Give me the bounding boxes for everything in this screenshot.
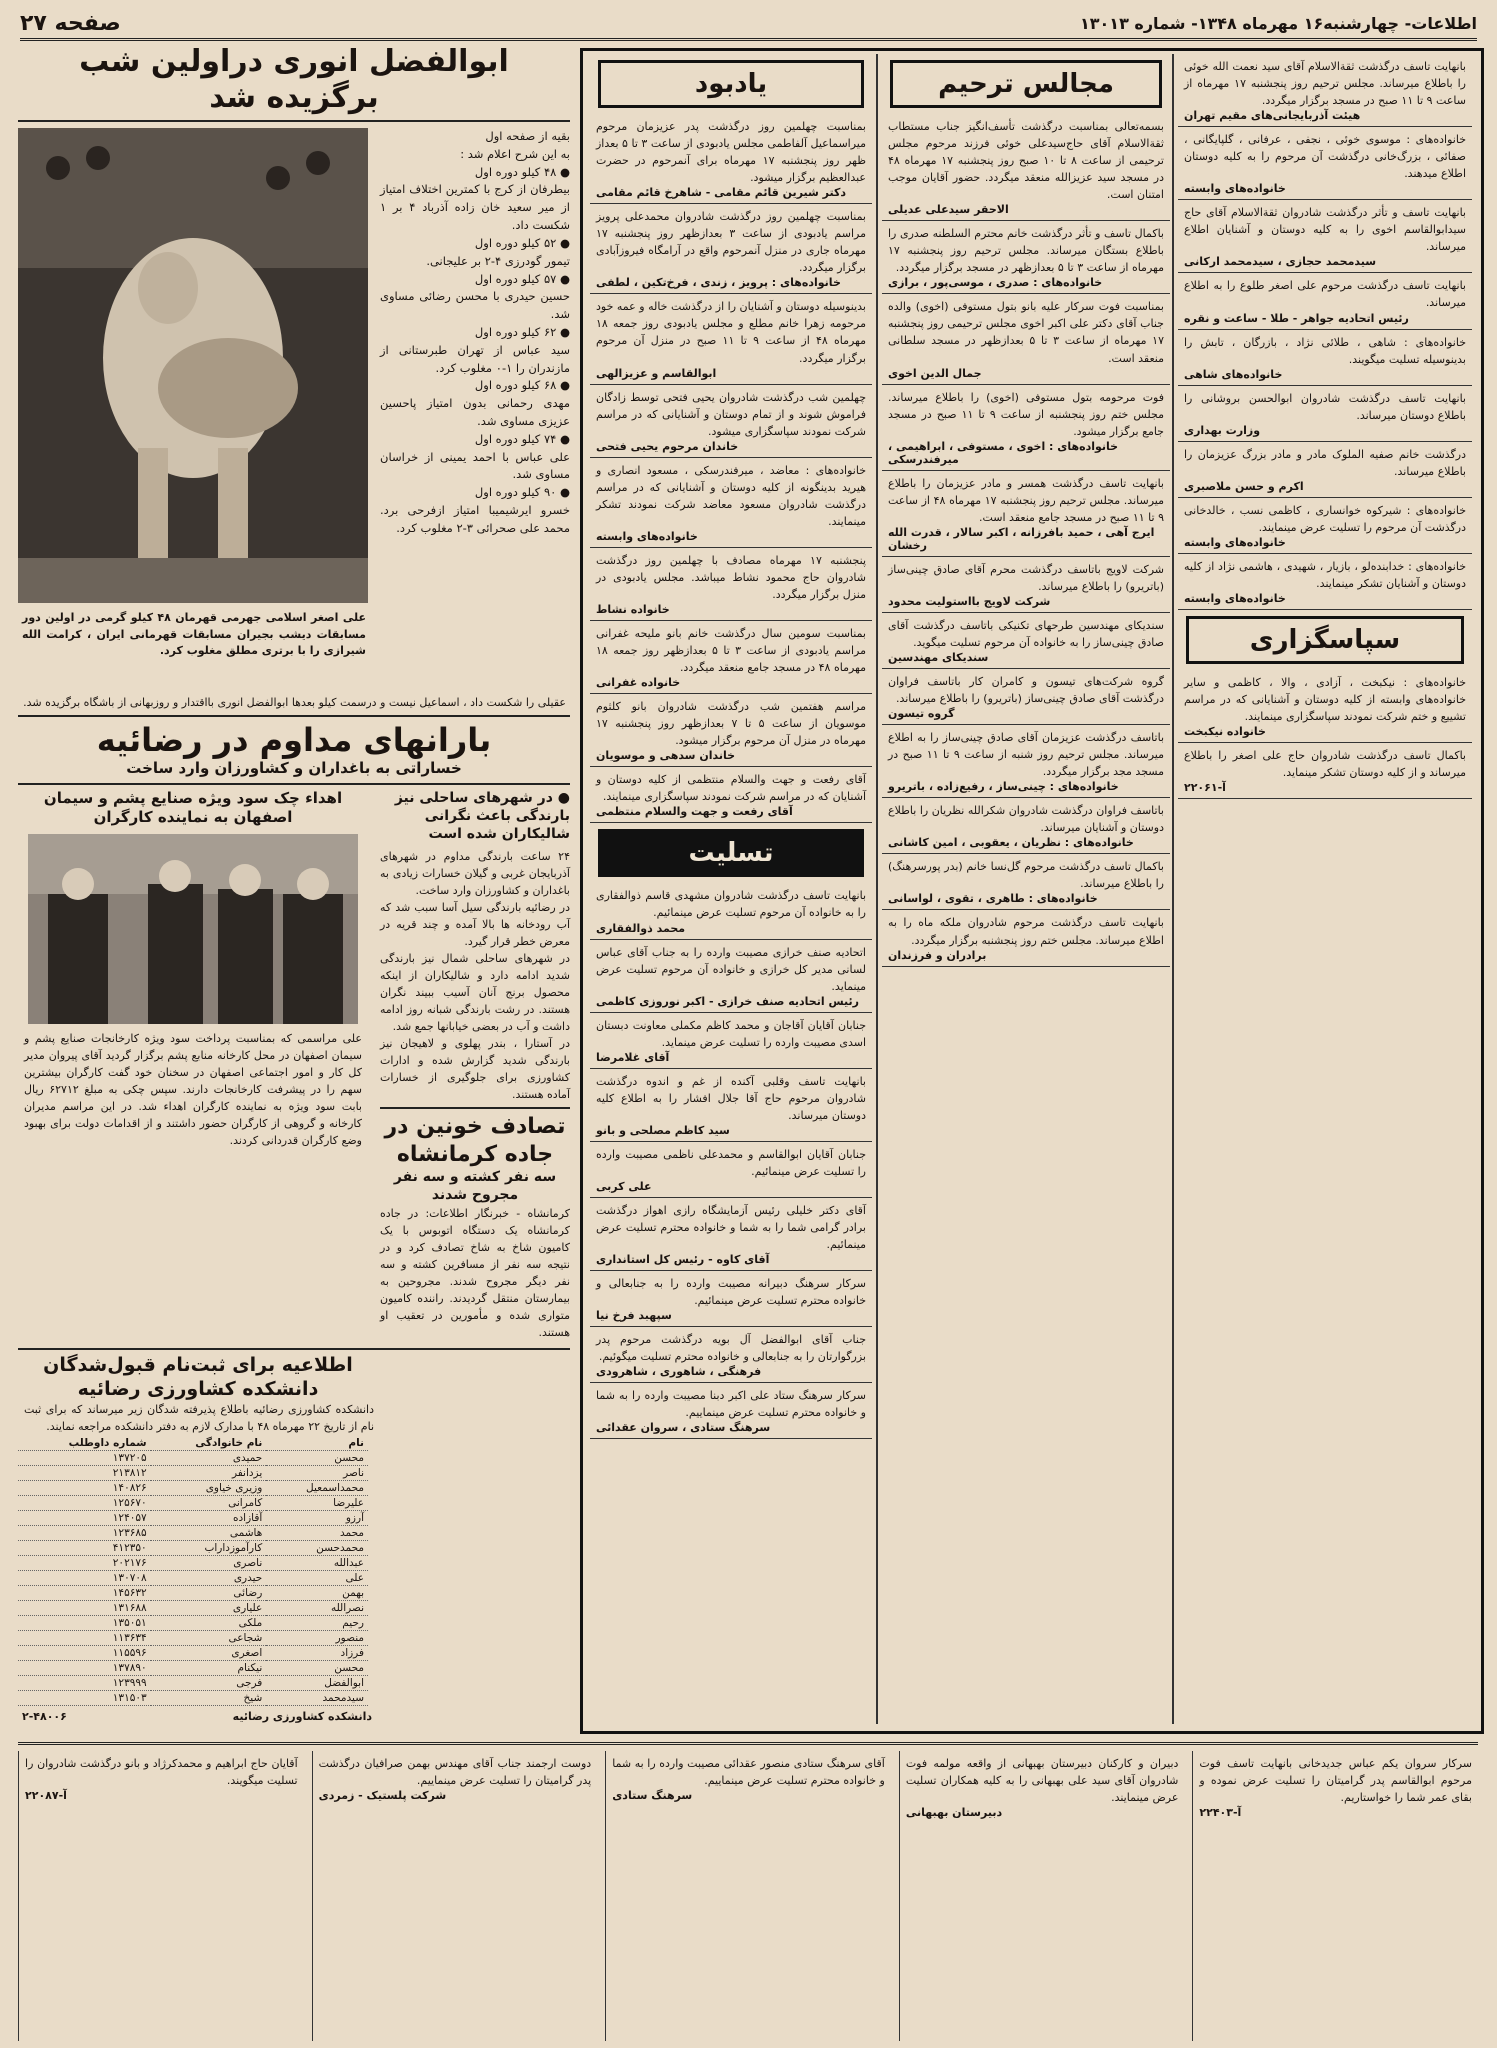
majales-notice: [882, 798, 1170, 854]
anvari-tail: عقیلی را شکست داد ، اسماعیل نیست و درسمت کیلو بعدها ابوالفضل انوری بااقتدار و روزبهانی از باشگاه برگزیده شد.: [23, 696, 566, 709]
yadbood-notice-signature: خانواده نشاط: [596, 603, 670, 617]
cell-last-name: ناصری: [151, 1555, 267, 1570]
cell-first-name: فرزاد: [266, 1645, 368, 1660]
cell-last-name: ملکی: [151, 1615, 267, 1630]
far-notice-text: خانواده‌های : موسوی خوئی ، نجفی ، عرفانی ، گلپایگانی ، صفائی ، بزرگ‌خانی درگذشت آن مرحوم را به کلیه دوستان اطلاع میدهند.: [1180, 133, 1466, 181]
award-ceremony-image: [28, 834, 358, 1024]
tasliat-notice-text: سرکار سرهنگ ستاد علی اکبر دبنا مصیبت وارده را به شما و خانواده محترم تسلیت عرض مینماییم.: [592, 1389, 866, 1420]
yadbood-notice-signature: خاندان سدهی و موسویان: [596, 749, 736, 763]
tasliat-notice: [590, 883, 872, 939]
cell-first-name: محمدحسن: [266, 1540, 368, 1555]
far-notices-list: [1178, 54, 1472, 610]
far-notice-text: بانهایت تاسف درگذشت شادروان ابوالحسن بروشانی را باطلاع دوستان میرساند.: [1180, 391, 1466, 422]
tasliat-notice-signature: سید کاظم مصلحی و بانو: [596, 1123, 730, 1137]
table-row: [18, 1600, 368, 1615]
majales-notice-text: باتاسف درگذشت عزیزمان آقای صادق چینی‌ساز را به اطلاع میرساند. مجلس ترحیم روز شنبه از ساعت ۹ تا ۱۱ صبح در مسجد مجد برگزار میگردد.: [884, 731, 1165, 779]
mid-column: [590, 54, 872, 1722]
majales-list: [882, 114, 1170, 967]
cell-last-name: حیدری: [151, 1570, 267, 1585]
cell-first-name: بهمن: [266, 1585, 368, 1600]
yadbood-notice: [590, 114, 872, 204]
crash-article: کرمانشاه - خبرنگار اطلاعات: در جاده کرمانشاه یک دستگاه اتوبوس با یک کامیون شاخ به شاخ تصادف کرد و در نتیجه سه نفر از مسافرین کشته و سه نفر دیگر مجروح شدند. مجروحین به بیمارستان منتقل گردیدند. راننده کامیون متواری شده و مأمورین در تعقیب او هستند.: [376, 1206, 570, 1339]
bottom-notice-text: آقایان حاج ابراهیم و محمدکرژاد و بانو درگذشت شادروان را تسلیت میگویند.: [21, 1757, 298, 1788]
yadbood-notice-text: بمناسبت چهلمین روز درگذشت پدر عزیزمان مرحوم میراسماعیل آلفاطمی مجلس یادبودی از ساعت ۳ تا ۵ بعداز ظهر روز پنجشنبه ۱۷ مهرماه برای آنمرحوم در حضرت عبدالعظیم برگزار میشود.: [592, 120, 866, 185]
majales-notice: [882, 114, 1170, 221]
far-notice-signature: هیئت آذربایجانی‌های مقیم تهران: [1184, 109, 1361, 123]
cell-applicant-number: ۱۲۳۹۹۹: [18, 1675, 151, 1690]
cell-first-name: علیرضا: [266, 1495, 368, 1510]
tasliat-notice: [590, 1383, 872, 1439]
far-notice-signature: خانواده‌های شاهی: [1184, 367, 1283, 381]
anvari-article: بقیه از صفحه اول به این شرح اعلام شد : ● ۴۸ کیلو دوره اول بیطرفان از کرج با کمترین اختلاف امتیاز از میر سعید خان زاده آذرباد ۴ بر ۱ شکست داد. ● ۵۲ کیلو دوره اول تیمور گودرزی ۴-۲ بر علیجانی. ● ۵۷ کیلو دوره اول حسین حیدری با محسن رضائی مساوی شد. ● ۶۲ کیلو دوره اول سید عباس از تهران طبرستانی از مازندران را ۱-۰ مغلوب کرد. ● ۶۸ کیلو دوره اول مهدی رحمانی بدون امتیاز پاحسین عزیزی مساوی شد. ● ۷۴ کیلو دوره اول علی عباس با احمد یمینی از خراسان مساوی شد. ● ۹۰ کیلو دوره اول خسرو ایرشیمیبا امتیاز ازفرحی برد. محمد علی صحرائی ۳-۲ مغلوب کرد.: [380, 129, 571, 535]
tasliat-notice: [590, 1142, 872, 1198]
far-right-column: [1178, 54, 1472, 1722]
yadbood-notice-text: پنجشنبه ۱۷ مهرماه مصادف با چهلمین روز درگذشت شادروان حاج محمود نشاط میباشد. مجلس یادبودی در منزل برگزار میگردد.: [592, 553, 866, 601]
bottom-notice-signature: شرکت پلستیک - زمردی: [318, 1789, 447, 1803]
far-notice: [1178, 498, 1472, 554]
sepas-notice: [1178, 743, 1472, 799]
majales-notice-signature: برادران و فرزندان: [888, 948, 987, 962]
far-notice: [1178, 54, 1472, 127]
cell-last-name: فرجی: [151, 1675, 267, 1690]
registration-code: ۲-۴۸۰۰۶: [22, 1709, 67, 1723]
yadbood-notice: [590, 548, 872, 621]
sepas-notice-text: باکمال تاسف درگذشت شادروان حاج علی اصغر را باطلاع میرساند و از کلیه دوستان تشکر مینماید.: [1180, 749, 1466, 780]
table-row: [18, 1495, 368, 1510]
majales-notice-text: بمناسبت فوت سرکار علیه بانو بتول مستوفی (اخوی) والده جناب آقای دکتر علی اکبر اخوی مجلس ترحیمی روز پنجشنبه ۱۷ مهرماه از ساعت ۳ تا ۵ بعدازظهر در مسجد سلطانی منعقد است.: [884, 300, 1164, 365]
table-row: [18, 1480, 368, 1495]
tasliat-notice-text: جناب آقای ابوالفضل آل بویه درگذشت مرحوم پدر بزرگوارتان را به جنابعالی و خانواده محترم تسلیت میگوئیم.: [592, 1333, 866, 1364]
tasliat-notice: [590, 1069, 872, 1142]
sepas-notice-signature: خانواده نیکبخت: [1184, 725, 1266, 739]
majales-notice-text: سندیکای مهندسین طرحهای تکنیکی باتاسف درگذشت آقای صادق چینی‌ساز را به خانواده آن مرحوم تسلیت میگوید.: [884, 618, 1164, 649]
cell-applicant-number: ۴۱۲۳۵۰: [18, 1540, 151, 1555]
tasliat-notice: [590, 1013, 872, 1069]
majales-notice: [882, 669, 1170, 725]
majales-notice-text: بانهایت تاسف درگذشت مرحوم شادروان ملکه ماه را به اطلاع میرساند. مجلس ختم روز پنجشنبه برگزار میگردد.: [884, 916, 1164, 947]
rain-lead: ● در شهرهای ساحلی نیز بارندگی باعث نگرانی شالیکاران شده است: [394, 789, 570, 843]
page-number: صفحه ۲۷: [20, 10, 121, 36]
cell-first-name: محمد: [266, 1525, 368, 1540]
cell-last-name: کامرانی: [151, 1495, 267, 1510]
yadbood-heading: یادبود: [598, 60, 864, 108]
cell-applicant-number: ۱۳۷۸۹۰: [18, 1660, 151, 1675]
tasliat-notice-signature: محمد ذوالفقاری: [596, 921, 686, 935]
majales-notice-text: شرکت لاویج باتاسف درگذشت محرم آقای صادق چینی‌ساز (باتریرو) را باطلاع میرساند.: [884, 562, 1164, 593]
yadbood-notice-signature: ابوالقاسم و عزیزالهی: [596, 366, 717, 380]
yadbood-notice-signature: خانواده‌های : پرویز ، زندی ، فرخ‌تکین ، لطفی: [596, 276, 841, 290]
tasliat-notice-text: جنابان آقایان ابوالقاسم و محمدعلی ناظمی مصیبت وارده را تسلیت عرض مینمائیم.: [592, 1147, 866, 1178]
table-row: [18, 1555, 368, 1570]
headline-award: اهداء چک سود ویژه صنایع پشم و سیمان اصفهان به نماینده کارگران: [43, 788, 343, 827]
headline-anvari: ابوالفضل انوری دراولین شب برگزیده شد: [18, 44, 570, 122]
cell-applicant-number: ۱۲۴۰۵۷: [18, 1510, 151, 1525]
table-row: [18, 1540, 368, 1555]
cell-first-name: محسن: [266, 1660, 368, 1675]
far-notice-text: خانواده‌های : شیرکوه خوانساری ، کاظمی نسب ، خالدخانی درگذشت آن مرحوم را تسلیت عرض مینمایند.: [1180, 503, 1466, 534]
cell-applicant-number: ۱۱۳۶۳۴: [18, 1630, 151, 1645]
bottom-notice-text: آقای سرهنگ ستادی منصور عقدائی مصیبت وارده را به شما و خانواده محترم تسلیت عرض مینماییم.: [608, 1757, 885, 1788]
tasliat-notice-signature: فرهنگی ، شاهوری ، شاهرودی: [596, 1365, 762, 1379]
wrestlers-image: [18, 128, 368, 603]
tasliat-notice-text: سرکار سرهنگ دبیرانه مصیبت وارده را به جنابعالی و خانواده محترم تسلیت عرض مینمائیم.: [592, 1277, 866, 1308]
table-row: [18, 1660, 368, 1675]
tasliat-notice-text: جنابان آقایان آقاجان و محمد کاظم مکملی معاونت دبستان اسدی مصیبت وارده را تسلیت عرض مینماید.: [592, 1018, 866, 1049]
bottom-notice: [605, 1751, 891, 2041]
tasliat-notice-signature: آقای غلامرضا: [596, 1050, 670, 1064]
far-notice-signature: خانواده‌های وابسته: [1184, 182, 1286, 196]
cell-applicant-number: ۱۲۳۶۸۵: [18, 1525, 151, 1540]
sepas-heading: سپاسگزاری: [1186, 616, 1464, 664]
cell-last-name: نیکنام: [151, 1660, 267, 1675]
yadbood-notice-signature: دکتر شیرین قائم مقامی - شاهرخ قائم مقامی: [596, 186, 847, 200]
majales-notice-signature: سندیکای مهندسین: [888, 651, 989, 665]
cell-last-name: حمیدی: [151, 1450, 267, 1465]
far-notice: [1178, 554, 1472, 610]
far-notice-signature: خانواده‌های وابسته: [1184, 535, 1286, 549]
bottom-notice: [18, 1751, 304, 2041]
far-notice-text: درگذشت خانم صفیه الملوک مادر و مادر بزرگ عزیزمان را باطلاع میرساند.: [1180, 447, 1466, 478]
page-header: [20, 8, 1477, 41]
tasliat-notice-signature: سپهبد فرخ نیا: [596, 1309, 672, 1323]
majales-notice-signature: خانواده‌های : نظریان ، یعقوبی ، امین کاشانی: [888, 836, 1134, 850]
sepas-notice: [1178, 670, 1472, 743]
bottom-notice-signature: دبیرستان بهبهانی: [905, 1806, 1003, 1820]
cell-first-name: ابوالفضل: [266, 1675, 368, 1690]
majales-notice: [882, 471, 1170, 557]
cell-applicant-number: ۱۴۵۶۳۲: [18, 1585, 151, 1600]
cell-applicant-number: ۱۴۰۸۲۶: [18, 1480, 151, 1495]
cell-last-name: آقازاده: [151, 1510, 267, 1525]
yadbood-notice: [590, 621, 872, 694]
cell-last-name: علیاری: [151, 1600, 267, 1615]
subhead-rain: خساراتی به باغداران و کشاورزان وارد ساخت: [126, 759, 462, 778]
tasliat-notice-signature: سرهنگ ستادی ، سروان عقدائی: [596, 1421, 771, 1435]
tasliat-list: [590, 883, 872, 1439]
tasliat-notice: [590, 1271, 872, 1327]
yadbood-notice-text: آقای رفعت و جهت والسلام منتظمی از کلیه دوستان و آشنایان که در مراسم شرکت نمودند سپاسگزاری مینمایند.: [592, 773, 866, 804]
tasliat-notice-text: بانهایت تاسف درگذشت شادروان مشهدی قاسم ذوالفقاری را به خانواده آن مرحوم تسلیت عرض مینمائیم.: [592, 889, 866, 920]
tasliat-notice-text: اتحادیه صنف خرازی مصیبت وارده را به جناب آقای عباس لسانی مدیر کل خرازی و خانواده آن مرحوم تسلیت عرض مینماید.: [592, 945, 866, 993]
bottom-notice: [312, 1751, 598, 2041]
bottom-notice-signature: سرهنگ ستادی: [612, 1789, 693, 1803]
bottom-notice-signature: آ-۲۲۴۰۳: [1199, 1806, 1242, 1820]
majales-notice: [882, 613, 1170, 669]
table-row: [18, 1675, 368, 1690]
tasliat-notice-signature: رئیس اتحادیه صنف خرازی - اکبر نوروزی کاظمی: [596, 994, 859, 1008]
tasliat-notice: [590, 940, 872, 1013]
yadbood-notice: [590, 385, 872, 458]
yadbood-notice-text: چهلمین شب درگذشت شادروان یحیی فتحی توسط زادگان فراموش شوند و از تمام دوستان و آشنایانی که در مراسم شرکت نمودند سپاسگزاری میشود.: [592, 390, 866, 438]
majales-notice-text: باتاسف فراوان درگذشت شادروان شکرالله نظریان را باطلاع دوستان و آشنایان میرساند.: [884, 804, 1164, 835]
cell-last-name: شجاعی: [151, 1630, 267, 1645]
yadbood-notice-text: بدینوسیله دوستان و آشنایان را از درگذشت خاله و عمه خود مرحومه زهرا خانم مطلع و مجلس یادبودی روز جمعه ۱۸ مهرماه ۴۸ از ساعت ۹ تا ۱۱ صبح در منزل آن مرحوم برگزار میگردد.: [592, 300, 866, 365]
yadbood-notice-signature: خانواده غفرانی: [596, 676, 681, 690]
cell-applicant-number: ۱۳۵۰۵۱: [18, 1615, 151, 1630]
yadbood-notice: [590, 694, 872, 767]
yadbood-notice-text: خانواده‌های : معاضد ، میرفندرسکی ، مسعود انصاری و هیرید بدینگونه از کلیه دوستان و آشنایانی که در مراسم درگذشت شادروان مسعود معاضد شرکت نمودند تشکر مینمایند.: [592, 463, 866, 528]
cell-first-name: محمداسمعیل: [266, 1480, 368, 1495]
far-notice-signature: وزارت بهداری: [1184, 423, 1261, 437]
wrestling-photo: [18, 128, 368, 603]
cell-last-name: هاشمی: [151, 1525, 267, 1540]
yadbood-list: [590, 114, 872, 823]
majales-notice-text: فوت مرحومه بتول مستوفی (اخوی) را باطلاع میرساند. مجلس ختم روز پنجشنبه از ساعت ۹ تا ۱۱ صبح در مسجد جامع برگزار میشود.: [884, 390, 1165, 438]
cell-applicant-number: ۲۰۲۱۷۶: [18, 1555, 151, 1570]
sepas-notice-text: خانواده‌های : نیکبخت ، آزادی ، والا ، کاظمی و سایر خانواده‌های وابسته از کلیه دوستان و آشنایانی که در مراسم تشییع و ختم شرکت نمودند سپاسگزاری مینمایند.: [1180, 675, 1466, 724]
cell-first-name: ناصر: [266, 1465, 368, 1480]
cell-applicant-number: ۱۲۵۶۷۰: [18, 1495, 151, 1510]
tasliat-notice-text: آقای دکتر خلیلی رئیس آزمایشگاه رازی اهواز درگذشت برادر گرامی شما را به شما و خانواده محترم تسلیت عرض مینمائیم.: [592, 1203, 866, 1252]
cell-first-name: آرزو: [266, 1510, 368, 1525]
majales-notice-text: باکمال تاسف درگذشت مرحوم گل‌نسا خانم (بدر پورسرهنگ) را باطلاع میرساند.: [884, 860, 1164, 891]
table-row: [18, 1690, 368, 1705]
col-last-name: نام خانوادگی: [151, 1436, 267, 1451]
headline-rain: بارانهای مداوم در رضائیه: [96, 721, 492, 760]
yadbood-notice-signature: خاندان مرحوم یحیی فتحی: [596, 439, 739, 453]
subhead-crash: سه نفر کشته و سه نفر مجروح شدند: [393, 1169, 557, 1204]
far-notice-text: بانهایت تاسف درگذشت ثقةالاسلام آقای سید نعمت الله خوئی را باطلاع میرساند. مجلس ترحیم روز پنجشنبه ۱۷ مهرماه از ساعت ۹ تا ۱۱ صبح در مسجد برگزار میگردد.: [1180, 60, 1466, 108]
far-notice-signature: رئیس اتحادیه جواهر - طلا - ساعت و نقره: [1184, 311, 1409, 325]
cell-last-name: رضائی: [151, 1585, 267, 1600]
cell-first-name: محسن: [266, 1450, 368, 1465]
majales-notice-text: گروه شرکت‌های تیسون و کامران کار باتاسف فراوان درگذشت آقای صادق چینی‌ساز (باتریرو) را باطلاع میرساند.: [884, 675, 1165, 706]
cell-applicant-number: ۱۳۱۵۰۳: [18, 1690, 151, 1705]
rain-article: ۲۴ ساعت بارندگی مداوم در شهرهای آذربایجان غربی و گیلان خسارات زیادی به باغداران و کشاورزان وارد ساخت. در رضائیه بارندگی سیل آسا سبب شد که آب رودخانه ها بالا آمده و چند قریه در معرض خطر قرار گیرد. در شهرهای ساحلی شمال نیز بارندگی شدید ادامه دارد و شالیکاران از اینکه محصول برنج آنان آسیب ببیند نگران هستند. در رشت بارندگی شبانه روز ادامه داشت و آب در بعضی خیابانها جمع شد. در آستارا ، بندر پهلوی و لاهیجان نیز بارندگی شدید گزارش شده و ادارات کشاورزی برای جلوگیری از خسارات آماده هستند.: [380, 849, 570, 1102]
majales-notice-signature: ایرج آهی ، حمید بافرزانه ، اکبر سالار ، قدرت الله رخشان: [888, 525, 1155, 552]
award-photo: [28, 834, 358, 1024]
majales-notice-text: بانهایت تاسف درگذشت همسر و مادر عزیزمان را باطلاع میرساند. مجلس ترحیم روز پنجشنبه ۱۷ مهرماه ۴۸ از ساعت ۹ تا ۱۱ صبح در مسجد جامع منعقد است.: [884, 476, 1164, 524]
far-notice: [1178, 442, 1472, 498]
majales-notice-signature: خانواده‌های : طاهری ، تقوی ، لواسانی: [888, 892, 1098, 906]
yadbood-notice-signature: آقای رفعت و جهت والسلام منتظمی: [596, 805, 793, 819]
yadbood-notice-text: بمناسبت سومین سال درگذشت خانم بانو ملیحه غفرانی مراسم یادبودی از ساعت ۳ تا ۵ بعدازظهر روز جمعه ۱۸ مهرماه ۴۸ در مسجد جامع منعقد میگردد.: [592, 627, 866, 675]
majales-notice-signature: خانواده‌های : چینی‌ساز ، رفیع‌زاده ، باتریرو: [888, 780, 1119, 794]
yadbood-notice-signature: خانواده‌های وابسته: [596, 529, 698, 543]
cell-first-name: علی: [266, 1570, 368, 1585]
far-notice: [1178, 127, 1472, 200]
award-article: علی مراسمی که بمناسبت پرداخت سود ویژه کارخانجات صنایع پشم و سیمان اصفهان در محل کارخانه منابع پشم برگزار گردید آقای پیروان مدیر کل کار و امور اجتماعی اصفهان در سخنان خود گفت کارگران بیشترین سهم را در پیشرفت کارخانجات دارند. سپس چکی به مبلغ ۶۲۷۱۲ ریال بابت سود ویژه به نماینده کارگران اهداء شد. در این مراسم مدیران کارخانه و گروهی از کارگران حضور داشتند و از اقدامات دولت برای بهبود وضع کارگران قدردانی کردند.: [20, 1031, 363, 1148]
masthead-info: اطلاعات- چهارشنبه۱۶ مهرماه ۱۳۴۸- شماره ۱۳۰۱۳: [1080, 13, 1477, 33]
yadbood-notice: [590, 458, 872, 548]
tasliat-heading: تسلیت: [598, 829, 864, 877]
majales-notice: [882, 385, 1170, 471]
far-notice: [1178, 200, 1472, 273]
bottom-notice: [899, 1751, 1185, 2041]
tasliat-notice-signature: آقای کاوه - رئیس کل استانداری: [596, 1253, 770, 1267]
table-row: [18, 1645, 368, 1660]
majales-notice-signature: شرکت لاویج بااستولیت محدود: [888, 594, 1051, 608]
table-row: [18, 1630, 368, 1645]
cell-first-name: منصور: [266, 1630, 368, 1645]
far-notice-text: بانهایت تاسف و تأثر درگذشت شادروان ثقةالاسلام آقای حاج سیدابوالقاسم اخوی را به کلیه دوستان و آشنایان اطلاع میرساند.: [1180, 206, 1466, 254]
table-row: [18, 1465, 368, 1480]
cell-first-name: سیدمحمد: [266, 1690, 368, 1705]
far-notice: [1178, 386, 1472, 442]
sepas-notice-signature: آ-۲۲۰۶۱: [1184, 781, 1226, 795]
yadbood-notice-text: بمناسبت چهلمین روز درگذشت شادروان محمدعلی پرویز مراسم یادبودی از ساعت ۳ بعدازظهر روز پنجشنبه ۱۷ مهرماه جاری در منزل آنمرحوم واقع در آرامگاه فیروزآبادی برگزار میگردد.: [592, 210, 866, 275]
table-row: [18, 1450, 368, 1465]
cell-first-name: رحیم: [266, 1615, 368, 1630]
cell-applicant-number: ۱۱۵۵۹۶: [18, 1645, 151, 1660]
cell-applicant-number: ۱۳۰۷۰۸: [18, 1570, 151, 1585]
col-first-name: نام: [266, 1436, 368, 1451]
majales-heading: مجالس ترحیم: [890, 60, 1162, 108]
cell-first-name: نصرالله: [266, 1600, 368, 1615]
majales-notice-text: بسمه‌تعالی بمناسبت درگذشت تأسف‌انگیز جناب مستطاب ثقةالاسلام آقای حاج‌سیدعلی خوئی فرزند مرحوم مجلس ترحیمی از ساعت ۸ تا ۱۰ صبح روز پنجشنبه ۱۷ مهرماه ۴۸ در مسجد سید عزیزالله منعقد میگردد. حضور آقایان موجب امتنان است.: [884, 120, 1164, 202]
cell-applicant-number: ۱۳۷۲۰۵: [18, 1450, 151, 1465]
cell-last-name: اصغری: [151, 1645, 267, 1660]
far-notice-text: خانواده‌های : شاهی ، طلائی نژاد ، بازرگان ، تابش را بدینوسیله تسلیت میگویند.: [1180, 335, 1466, 366]
yadbood-notice-text: مراسم هفتمین شب درگذشت شادروان بانو کلثوم موسویان از ساعت ۵ تا ۷ بعدازظهر روز پنجشنبه ۱۷ مهرماه در منزل آن مرحوم برگزار میشود.: [592, 700, 866, 748]
cell-last-name: کارآموزداراب: [151, 1540, 267, 1555]
cell-applicant-number: ۲۱۳۸۱۲: [18, 1465, 151, 1480]
left-area: [18, 44, 570, 1734]
cell-applicant-number: ۱۳۱۶۸۸: [18, 1600, 151, 1615]
tasliat-notice-signature: علی کربی: [596, 1179, 652, 1193]
table-row: [18, 1615, 368, 1630]
right-column: [882, 54, 1170, 1722]
col-applicant-number: شماره داوطلب: [18, 1436, 151, 1451]
registration-table: [18, 1436, 368, 1706]
cell-last-name: شیخ: [151, 1690, 267, 1705]
majales-notice: [882, 854, 1170, 910]
yadbood-notice: [590, 294, 872, 384]
majales-notice: [882, 910, 1170, 966]
majales-notice: [882, 725, 1170, 798]
registration-article: دانشکده کشاورزی رضائیه باطلاع پذیرفته شدگان زیر میرساند که برای ثبت نام از تاریخ ۲۲ مهرماه ۴۸ با مدارک لازم به دفتر دانشکده مراجعه نمایند.: [20, 1403, 374, 1434]
tasliat-notice: [590, 1327, 872, 1383]
far-notice-signature: خانواده‌های وابسته: [1184, 591, 1286, 605]
bottom-notice-text: دبیران و کارکنان دبیرستان بهبهانی از واقعه مولمه فوت شادروان آقای سید علی بهبهانی را به کلیه همکاران تسلیت عرض مینمایند.: [902, 1757, 1179, 1805]
tasliat-notice-text: بانهایت تاسف وقلبی آکنده از غم و اندوه درگذشت شادروان مرحوم حاج آقا جلال افشار را به اطلاع کلیه دوستان میرساند.: [592, 1074, 866, 1122]
headline-registration: اطلاعیه برای ثبت‌نام قبول‌شدگان دانشکده کشاورزی رضائیه: [43, 1353, 353, 1400]
far-notice-text: بانهایت تاسف درگذشت مرحوم علی اصغر طلوع را به اطلاع میرساند.: [1180, 279, 1466, 310]
bottom-strip: [18, 1742, 1478, 2041]
anvari-caption: علی اصغر اسلامی جهرمی قهرمان ۴۸ کیلو گرمی در اولین دور مسابقات دیشب بجیران مسابقات قهرمانی ایران ، کرامت الله شیرازی را با برتری مطلق مغلوب کرد.: [22, 611, 366, 657]
majales-notice: [882, 294, 1170, 384]
majales-notice-signature: خانواده‌های : اخوی ، مستوفی ، ابراهیمی ، میرفندرسکی: [888, 439, 1119, 466]
far-notice: [1178, 273, 1472, 329]
bottom-notice-text: دوست ارجمند جناب آقای مهندس بهمن صرافیان درگذشت پدر گرامیتان را تسلیت عرض مینماییم.: [315, 1757, 592, 1788]
table-row: [18, 1525, 368, 1540]
majales-notice-signature: خانواده‌های : صدری ، موسی‌پور ، برازی: [888, 276, 1103, 290]
registration-sign: دانشکده کشاورزی رضائیه: [232, 1709, 372, 1723]
headline-crash: تصادف خونین در جاده کرمانشاه: [384, 1114, 566, 1167]
far-notice-signature: اکرم و حسن ملاصبری: [1184, 479, 1304, 493]
majales-notice: [882, 557, 1170, 613]
majales-notice-signature: جمال الدین اخوی: [888, 366, 982, 380]
cell-last-name: یزدانفر: [151, 1465, 267, 1480]
yadbood-notice: [590, 204, 872, 294]
bottom-notice-text: سرکار سروان یکم عباس جدید‌خانی بانهایت تاسف فوت مرحوم ابوالقاسم پدر گرامیتان را تسلیت عرض نموده و بقای عمر شما را خواستاریم.: [1195, 1757, 1472, 1805]
sepas-list: [1178, 670, 1472, 799]
table-row: [18, 1510, 368, 1525]
far-notice-text: خانواده‌های : خدابنده‌لو ، بازیار ، شهیدی ، هاشمی نژاد از کلیه دوستان و آشنایان تشکر مینمایند.: [1180, 559, 1467, 590]
far-notice: [1178, 330, 1472, 386]
majales-notice-text: باکمال تاسف و تأثر درگذشت خانم محترم السلطنه صدری را باطلاع بستگان میرساند. مجلس ترحیم روز پنجشنبه ۱۷ مهرماه از ساعت ۳ تا ۵ بعدازظهر در مسجد برگزار میگردد.: [884, 227, 1164, 275]
table-row: [18, 1585, 368, 1600]
bottom-notice-signature: آ-۲۲۰۸۷: [25, 1789, 67, 1803]
far-notice-signature: سیدمحمد حجازی ، سیدمحمد ارکانی: [1184, 255, 1377, 269]
yadbood-notice: [590, 767, 872, 823]
bottom-notice: [1192, 1751, 1478, 2041]
majales-notice-signature: گروه تیسون: [888, 707, 955, 721]
cell-last-name: وزیری خیاوی: [151, 1480, 267, 1495]
majales-notice-signature: الاحقر سیدعلی عدیلی: [888, 203, 1009, 217]
tasliat-notice: [590, 1198, 872, 1271]
table-row: [18, 1570, 368, 1585]
cell-first-name: عبدالله: [266, 1555, 368, 1570]
majales-notice: [882, 221, 1170, 294]
